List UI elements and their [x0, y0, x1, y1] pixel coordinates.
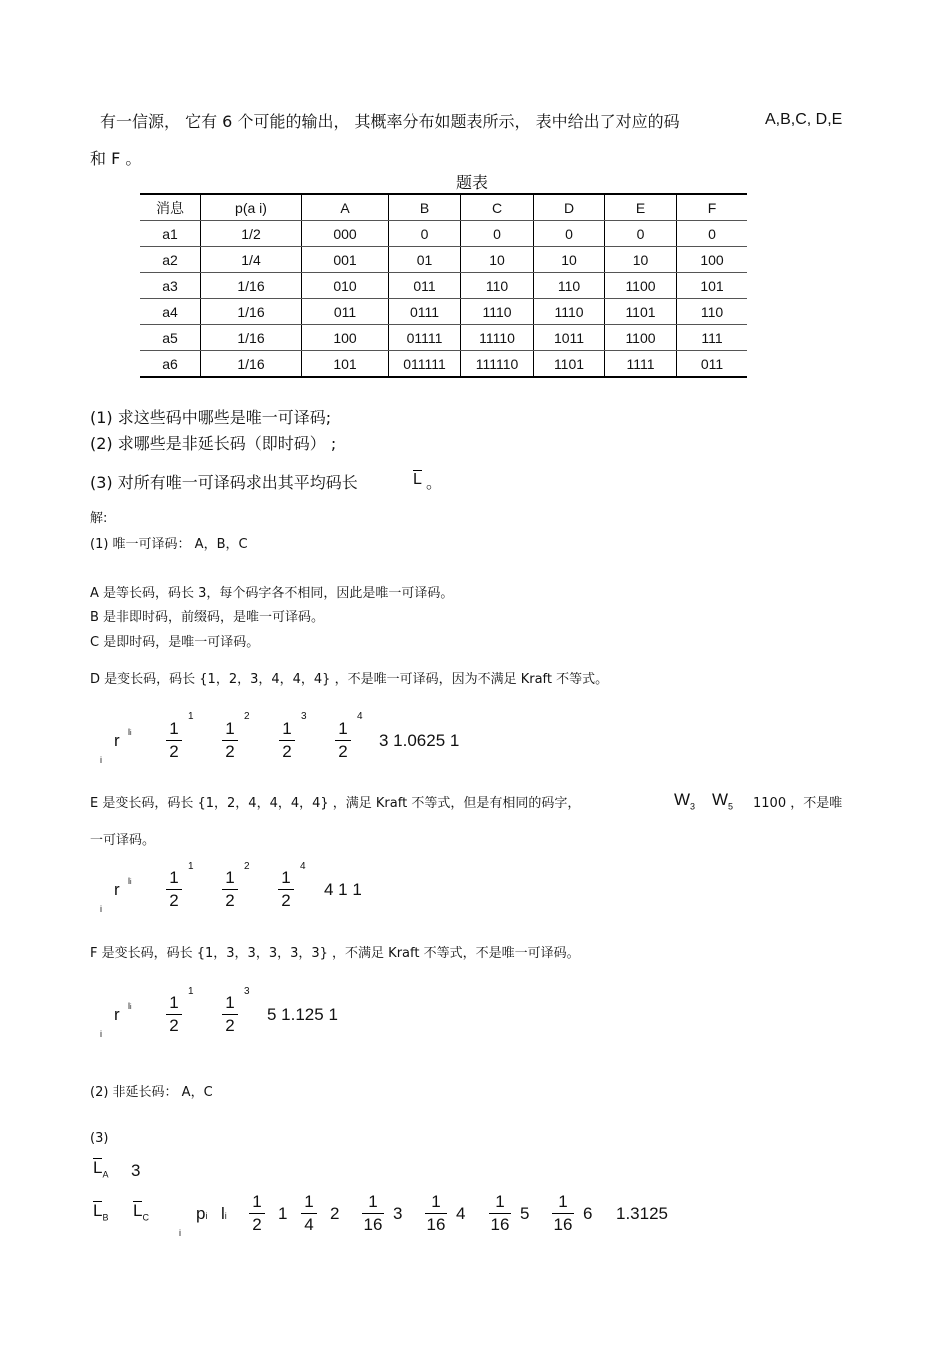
numerator: 1: [169, 868, 179, 887]
denominator: 16: [426, 1215, 446, 1234]
code-table: [140, 193, 747, 378]
e-w3: $W_3$: [674, 790, 696, 812]
denominator: 16: [490, 1215, 510, 1234]
denominator: 2: [225, 891, 235, 910]
denominator: 2: [252, 1215, 262, 1234]
exponent: 1: [188, 711, 194, 722]
codeword-cell: 101: [302, 351, 389, 378]
denominator: 2: [169, 891, 179, 910]
codeword-cell: 1110: [534, 299, 605, 325]
codeword-cell: 110: [461, 273, 534, 299]
avg-length-c: $L_C$: [133, 1201, 149, 1223]
header-cell: 消息: [140, 194, 201, 221]
codeword-cell: 011: [389, 273, 461, 299]
fraction-bar: [301, 1213, 317, 1214]
codeword-cell: 100: [302, 325, 389, 351]
half-fraction: [333, 719, 353, 762]
exponent: 4: [300, 861, 306, 872]
probability-fraction: [550, 1192, 576, 1235]
header-cell: A: [302, 194, 389, 221]
codeword-cell: 1110: [461, 299, 534, 325]
question-1: (1) 求这些码中哪些是唯一可译码;: [90, 408, 332, 427]
l-exponent: li: [128, 727, 132, 737]
fraction-bar: [249, 1213, 265, 1214]
l-i: li: [221, 1204, 227, 1223]
fraction-bar: [278, 889, 294, 890]
probability-fraction: [360, 1192, 386, 1235]
message-cell: a1: [140, 221, 201, 247]
r-symbol: r: [114, 731, 120, 750]
codeword-cell: 0: [605, 221, 677, 247]
exponent: 1: [188, 986, 194, 997]
probability-fraction: [487, 1192, 513, 1235]
question-3-L: L: [413, 471, 422, 488]
denominator: 4: [304, 1215, 314, 1234]
solution-e: E 是变长码，码长 {1，2，4，4，4，4} ，满足 Kraft 不等式，但是有相同的码字，: [90, 796, 581, 811]
l-exponent: li: [128, 1001, 132, 1011]
r-symbol: r: [114, 1005, 120, 1024]
p-i: pi: [196, 1204, 208, 1223]
codeword-cell: 11110: [461, 325, 534, 351]
denominator: 2: [282, 742, 292, 761]
codeword-cell: 110: [677, 299, 748, 325]
codeword-cell: 1011: [534, 325, 605, 351]
message-cell: a3: [140, 273, 201, 299]
probability-cell: 1/2: [201, 221, 302, 247]
intro-line-1: 有一信源， 它有 6 个可能的输出， 其概率分布如题表所示， 表中给出了对应的码: [100, 112, 680, 131]
fraction-bar: [166, 1014, 182, 1015]
solution-b: B 是非即时码，前缀码，是唯一可译码。: [90, 610, 325, 625]
fraction-bar: [335, 740, 351, 741]
denominator: 2: [338, 742, 348, 761]
avg-result: 1.3125: [616, 1204, 668, 1223]
denominator: 2: [169, 742, 179, 761]
codeword-cell: 110: [534, 273, 605, 299]
numerator: 1: [169, 719, 179, 738]
avg-length-a: $L_A$: [93, 1158, 109, 1180]
denominator: 16: [553, 1215, 573, 1234]
numerator: 1: [304, 1192, 314, 1211]
numerator: 1: [252, 1192, 262, 1211]
codeword-cell: 010: [302, 273, 389, 299]
denominator: 2: [225, 1016, 235, 1035]
codeword-cell: 101: [677, 273, 748, 299]
f-result: 5 1.125 1: [267, 1005, 338, 1024]
numerator: 1: [338, 719, 348, 738]
message-cell: a5: [140, 325, 201, 351]
codeword-cell: 111110: [461, 351, 534, 378]
exponent: 4: [357, 711, 363, 722]
e-result: 4 1 1: [324, 880, 362, 899]
codeword-cell: 1100: [605, 325, 677, 351]
sum-index: i: [100, 1029, 102, 1039]
codeword-cell: 0: [389, 221, 461, 247]
length-multiplier: 3: [393, 1204, 403, 1223]
probability-cell: 1/4: [201, 247, 302, 273]
probability-fraction: [423, 1192, 449, 1235]
denominator: 2: [169, 1016, 179, 1035]
fraction-bar: [362, 1213, 384, 1214]
half-fraction: [164, 868, 184, 911]
solution-a: A 是等长码，码长 3，每个码字各不相同，因此是唯一可译码。: [90, 586, 454, 601]
table-row: [140, 299, 747, 325]
message-cell: a2: [140, 247, 201, 273]
codeword-cell: 1100: [605, 273, 677, 299]
fraction-bar: [552, 1213, 574, 1214]
header-cell: E: [605, 194, 677, 221]
probability-cell: 1/16: [201, 273, 302, 299]
codeword-cell: 0: [461, 221, 534, 247]
e-w5: $W_5$: [712, 790, 734, 812]
table-row: [140, 351, 747, 378]
codeword-cell: 10: [534, 247, 605, 273]
table-row: [140, 273, 747, 299]
solution-2: (2) 非延长码： A，C: [90, 1085, 213, 1100]
codeword-cell: 011: [302, 299, 389, 325]
l-exponent: li: [128, 876, 132, 886]
codeword-cell: 100: [677, 247, 748, 273]
denominator: 16: [363, 1215, 383, 1234]
half-fraction: [276, 868, 296, 911]
fraction-bar: [279, 740, 295, 741]
d-result: 3 1.0625 1: [379, 731, 460, 750]
solution-f: F 是变长码，码长 {1，3，3，3，3，3} ，不满足 Kraft 不等式，不是唯一可译码。: [90, 946, 580, 961]
codeword-cell: 011: [677, 351, 748, 378]
length-multiplier: 5: [520, 1204, 530, 1223]
numerator: 1: [225, 993, 235, 1012]
codeword-cell: 011111: [389, 351, 461, 378]
codeword-cell: 0111: [389, 299, 461, 325]
question-3-end: 。: [426, 473, 443, 492]
fraction-bar: [222, 740, 238, 741]
codeword-cell: 1111: [605, 351, 677, 378]
codeword-cell: 1101: [605, 299, 677, 325]
fraction-bar: [489, 1213, 511, 1214]
message-cell: a6: [140, 351, 201, 378]
half-fraction: [220, 993, 240, 1036]
codeword-cell: 01111: [389, 325, 461, 351]
numerator: 1: [281, 868, 291, 887]
solution-d: D 是变长码，码长 {1，2，3，4，4，4} ，不是唯一可译码，因为不满足 Kraft 不等式。: [90, 672, 609, 687]
numerator: 1: [225, 719, 235, 738]
probability-cell: 1/16: [201, 299, 302, 325]
length-multiplier: 4: [456, 1204, 466, 1223]
probability-fraction: [299, 1192, 319, 1235]
fraction-bar: [425, 1213, 447, 1214]
codeword-cell: 000: [302, 221, 389, 247]
avg-length-b: $L_B$: [93, 1201, 109, 1223]
numerator: 1: [558, 1192, 568, 1211]
fraction-bar: [222, 889, 238, 890]
length-multiplier: 1: [278, 1204, 288, 1223]
half-fraction: [164, 993, 184, 1036]
header-cell: B: [389, 194, 461, 221]
fraction-bar: [166, 889, 182, 890]
solution-3: (3): [90, 1131, 109, 1146]
codeword-cell: 10: [461, 247, 534, 273]
half-fraction: [277, 719, 297, 762]
intro-line-2: 和 F 。: [90, 149, 142, 168]
avg-length-a-value: 3: [131, 1161, 141, 1180]
table-header-row: [140, 194, 747, 221]
numerator: 1: [225, 868, 235, 887]
message-cell: a4: [140, 299, 201, 325]
length-multiplier: 6: [583, 1204, 593, 1223]
denominator: 2: [225, 742, 235, 761]
numerator: 1: [431, 1192, 441, 1211]
header-cell: F: [677, 194, 748, 221]
exponent: 2: [244, 711, 250, 722]
half-fraction: [220, 868, 240, 911]
exponent: 3: [244, 986, 250, 997]
codeword-cell: 10: [605, 247, 677, 273]
r-symbol: r: [114, 880, 120, 899]
codeword-cell: 0: [677, 221, 748, 247]
solution-label: 解:: [90, 511, 108, 526]
numerator: 1: [169, 993, 179, 1012]
sum-index: i: [100, 904, 102, 914]
exponent: 2: [244, 861, 250, 872]
header-cell: p(a i): [201, 194, 302, 221]
solution-c: C 是即时码，是唯一可译码。: [90, 635, 260, 650]
intro-codes: A,B,C, D,E: [765, 111, 843, 128]
codeword-cell: 1101: [534, 351, 605, 378]
question-2: (2) 求哪些是非延长码（即时码） ;: [90, 434, 337, 453]
probability-cell: 1/16: [201, 325, 302, 351]
codeword-cell: 111: [677, 325, 748, 351]
numerator: 1: [282, 719, 292, 738]
header-cell: C: [461, 194, 534, 221]
numerator: 1: [495, 1192, 505, 1211]
denominator: 2: [281, 891, 291, 910]
solution-e-2: 一可译码。: [90, 833, 156, 848]
codeword-cell: 0: [534, 221, 605, 247]
exponent: 1: [188, 861, 194, 872]
half-fraction: [220, 719, 240, 762]
length-multiplier: 2: [330, 1204, 340, 1223]
exponent: 3: [301, 711, 307, 722]
header-cell: D: [534, 194, 605, 221]
table-row: [140, 221, 747, 247]
table-caption: 题表: [456, 173, 489, 192]
e-value: 1100 ，不是唯: [753, 796, 843, 811]
probability-cell: 1/16: [201, 351, 302, 378]
table-row: [140, 325, 747, 351]
fraction-bar: [166, 740, 182, 741]
sum-index: i: [179, 1228, 181, 1238]
sum-index: i: [100, 755, 102, 765]
table-row: [140, 247, 747, 273]
fraction-bar: [222, 1014, 238, 1015]
codeword-cell: 001: [302, 247, 389, 273]
numerator: 1: [368, 1192, 378, 1211]
probability-fraction: [247, 1192, 267, 1235]
solution-1: (1) 唯一可译码： A，B，C: [90, 537, 248, 552]
question-3: (3) 对所有唯一可译码求出其平均码长: [90, 473, 358, 492]
half-fraction: [164, 719, 184, 762]
codeword-cell: 01: [389, 247, 461, 273]
